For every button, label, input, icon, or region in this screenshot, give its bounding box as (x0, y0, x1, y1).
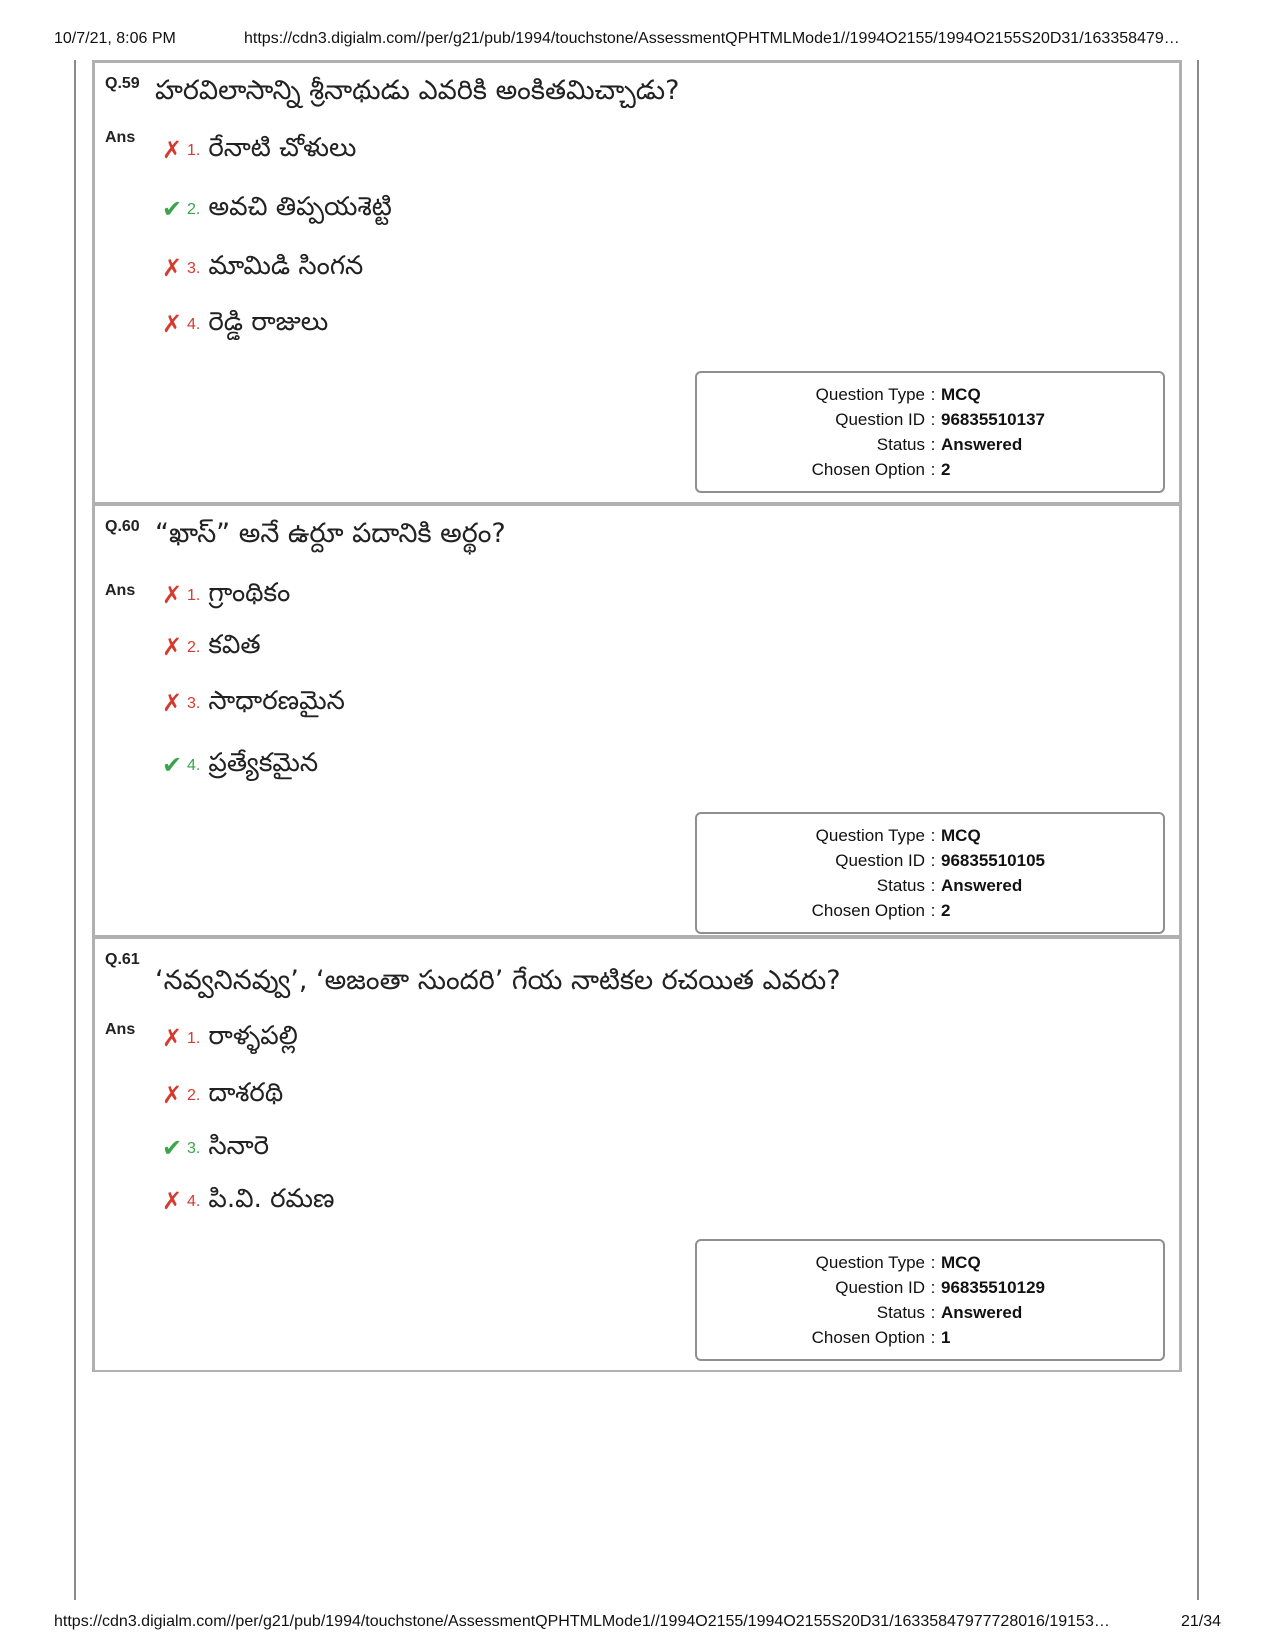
cross-icon: ✗ (161, 1188, 183, 1215)
question-info-box (695, 1239, 1165, 1361)
option-text: రాళ్ళపల్లి (208, 1021, 298, 1051)
cross-icon: ✗ (161, 311, 183, 338)
option-item (159, 297, 392, 353)
option-item (159, 570, 345, 622)
option-item (159, 123, 392, 179)
option-text: పి.వి. రమణ (208, 1184, 335, 1214)
option-number: 2. (187, 201, 201, 218)
option-item (159, 674, 345, 734)
question-list (92, 60, 1182, 1372)
option-number: 3. (187, 695, 201, 712)
info-question-id: Question ID : 96835510137 (835, 410, 1046, 429)
answers-label: Ans (105, 1021, 136, 1038)
options-list (159, 570, 345, 798)
option-text: దాశరథి (208, 1078, 284, 1108)
check-icon: ✔ (161, 1135, 183, 1162)
option-number: 4. (187, 757, 201, 774)
print-header-url[interactable]: https://cdn3.digialm.com//per/g21/pub/1994/touchstone/AssessmentQPHTMLMode1//1994O2155/1994O2155S20D31/163358479… (244, 30, 1180, 47)
option-item (159, 1009, 335, 1069)
page-frame-left (74, 60, 76, 1600)
option-number: 1. (187, 142, 201, 159)
option-text: రెడ్డి రాజులు (208, 307, 329, 337)
cross-icon: ✗ (161, 1082, 183, 1109)
info-chosen-option: Chosen Option : 2 (811, 901, 951, 920)
print-footer-url[interactable]: https://cdn3.digialm.com//per/g21/pub/1994/touchstone/AssessmentQPHTMLMode1//1994O2155/1994O2155S20D31/16335847977728016/19153… (54, 1613, 1110, 1630)
cross-icon: ✗ (161, 690, 183, 717)
page-number: 21/34 (1180, 1613, 1221, 1630)
option-item (159, 1123, 335, 1175)
question-text: హరవిలాసాన్ని శ్రీనాథుడు ఎవరికి అంకితమిచ్చాడు? (155, 75, 680, 106)
page-frame-right (1197, 60, 1199, 1600)
info-question-type: Question Type : MCQ (815, 826, 981, 845)
option-number: 2. (187, 1087, 201, 1104)
print-datetime: 10/7/21, 8:06 PM (54, 30, 176, 47)
option-number: 2. (187, 639, 201, 656)
option-number: 4. (187, 316, 201, 333)
question-number: Q.59 (105, 75, 140, 92)
question-number: Q.61 (105, 951, 140, 968)
option-number: 1. (187, 587, 201, 604)
question-block (92, 503, 1182, 937)
check-icon: ✔ (161, 752, 183, 779)
question-block (92, 60, 1182, 504)
option-item (159, 179, 392, 241)
option-item (159, 1069, 335, 1123)
option-text: సాధారణమైన (208, 686, 345, 716)
cross-icon: ✗ (161, 255, 183, 282)
option-text: మామిడి సింగన (208, 251, 364, 281)
option-number: 4. (187, 1193, 201, 1210)
info-question-id: Question ID : 96835510129 (835, 1278, 1046, 1297)
question-info-box (695, 371, 1165, 493)
info-chosen-option: Chosen Option : 2 (811, 460, 951, 479)
info-question-id: Question ID : 96835510105 (835, 851, 1046, 870)
info-status: Status : Answered (876, 1303, 1023, 1322)
check-icon: ✔ (161, 196, 183, 223)
cross-icon: ✗ (161, 582, 183, 609)
option-text: సినారె (208, 1131, 270, 1161)
option-text: ప్రత్యేకమైన (208, 748, 319, 778)
question-info-box (695, 812, 1165, 934)
options-list (159, 123, 392, 353)
info-chosen-option: Chosen Option : 1 (811, 1328, 951, 1347)
option-text: గ్రాంథికం (208, 578, 291, 608)
options-list (159, 1009, 335, 1229)
question-block (92, 936, 1182, 1372)
option-text: రేనాటి చోళులు (208, 133, 357, 163)
option-item (159, 622, 345, 674)
cross-icon: ✗ (161, 634, 183, 661)
info-status: Status : Answered (876, 435, 1023, 454)
answers-label: Ans (105, 129, 136, 146)
option-number: 1. (187, 1030, 201, 1047)
option-item (159, 734, 345, 798)
cross-icon: ✗ (161, 137, 183, 164)
cross-icon: ✗ (161, 1025, 183, 1052)
option-item (159, 241, 392, 297)
info-question-type: Question Type : MCQ (815, 1253, 981, 1272)
option-number: 3. (187, 1140, 201, 1157)
question-text: “ఖాస్” అనే ఉర్దూ పదానికి అర్థం? (155, 518, 506, 549)
question-text: ‘నవ్వనినవ్వు’, ‘అజంతా సుందరి’ గేయ నాటికల రచయిత ఎవరు? (155, 965, 841, 996)
question-number: Q.60 (105, 518, 140, 535)
option-text: కవిత (208, 630, 261, 660)
option-number: 3. (187, 260, 201, 277)
answers-label: Ans (105, 582, 136, 599)
info-status: Status : Answered (876, 876, 1023, 895)
option-item (159, 1175, 335, 1229)
option-text: అవచి తిప్పయశెట్టి (208, 192, 392, 222)
info-question-type: Question Type : MCQ (815, 385, 981, 404)
